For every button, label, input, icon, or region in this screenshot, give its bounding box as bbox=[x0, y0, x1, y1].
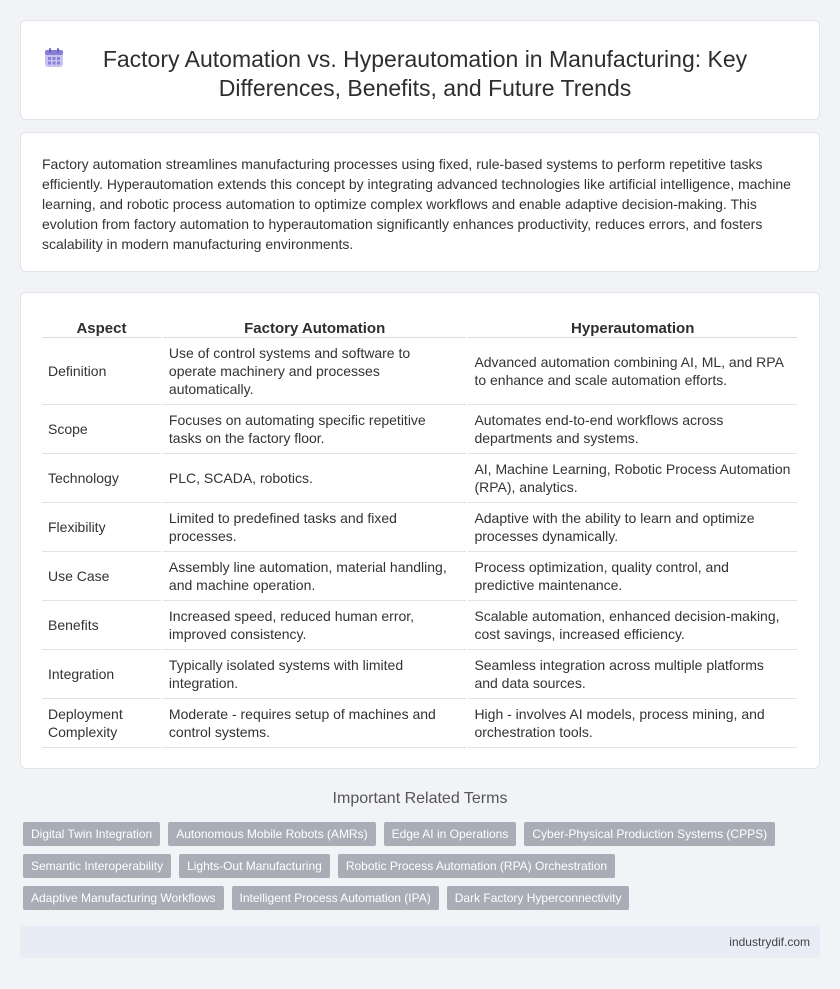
table-row bbox=[42, 502, 798, 551]
footer-site-link[interactable]: industrydif.com bbox=[729, 935, 810, 949]
tag-row bbox=[23, 822, 813, 846]
factory-automation-cell: Use of control systems and software to operate machinery and processes automatically. bbox=[162, 337, 468, 404]
tag-autonomous-mobile-robots[interactable]: Autonomous Mobile Robots (AMRs) bbox=[168, 822, 375, 846]
factory-automation-cell: Moderate - requires setup of machines and control systems. bbox=[162, 698, 468, 747]
tag-cyber-physical-production-systems[interactable]: Cyber-Physical Production Systems (CPPS) bbox=[524, 822, 775, 846]
tag-intelligent-process-automation[interactable]: Intelligent Process Automation (IPA) bbox=[232, 886, 439, 910]
aspect-cell: Integration bbox=[42, 649, 162, 698]
header-factory-automation: Factory Automation bbox=[162, 315, 468, 337]
aspect-cell: Technology bbox=[42, 453, 162, 502]
factory-automation-cell: PLC, SCADA, robotics. bbox=[162, 453, 468, 502]
related-terms-tags bbox=[23, 822, 813, 918]
intro-paragraph: Factory automation streamlines manufacturing processes using fixed, rule-based systems to perform repetitive tasks efficiently. Hyperautomation extends this concept by integrating advanced technologies like artificial intelligence, machine learning, and robotic process automation to optimize complex workflows and enable adaptive decision-making. This evolution from factory automation to hyperautomation significantly enhances productivity, reduces errors, and fosters scalability in modern manufacturing environments. bbox=[42, 156, 791, 252]
table-row bbox=[42, 698, 798, 747]
related-terms-title: Important Related Terms bbox=[332, 790, 508, 807]
aspect-cell: Deployment Complexity bbox=[42, 698, 162, 747]
hyperautomation-cell: Process optimization, quality control, and predictive maintenance. bbox=[467, 551, 798, 600]
factory-automation-cell: Assembly line automation, material handling, and machine operation. bbox=[162, 551, 468, 600]
tag-row bbox=[23, 886, 813, 910]
hyperautomation-cell: High - involves AI models, process mining, and orchestration tools. bbox=[467, 698, 798, 747]
hyperautomation-cell: Adaptive with the ability to learn and optimize processes dynamically. bbox=[467, 502, 798, 551]
factory-automation-cell: Typically isolated systems with limited integration. bbox=[162, 649, 468, 698]
comparison-card bbox=[20, 292, 820, 769]
title-card bbox=[20, 20, 820, 120]
tag-row bbox=[23, 854, 813, 878]
factory-automation-cell: Focuses on automating specific repetitive tasks on the factory floor. bbox=[162, 404, 468, 453]
footer bbox=[20, 926, 820, 958]
tag-dark-factory-hyperconnectivity[interactable]: Dark Factory Hyperconnectivity bbox=[447, 886, 630, 910]
hyperautomation-cell: Seamless integration across multiple platforms and data sources. bbox=[467, 649, 798, 698]
page-title: Factory Automation vs. Hyperautomation in Manufacturing: Key Differences, Benefits, and Future Trends bbox=[102, 46, 748, 101]
tag-semantic-interoperability[interactable]: Semantic Interoperability bbox=[23, 854, 171, 878]
tag-digital-twin-integration[interactable]: Digital Twin Integration bbox=[23, 822, 160, 846]
hyperautomation-cell: Advanced automation combining AI, ML, and RPA to enhance and scale automation efforts. bbox=[467, 337, 798, 404]
aspect-cell: Flexibility bbox=[42, 502, 162, 551]
factory-automation-cell: Limited to predefined tasks and fixed processes. bbox=[162, 502, 468, 551]
header-hyperautomation: Hyperautomation bbox=[467, 315, 798, 337]
aspect-cell: Definition bbox=[42, 337, 162, 404]
hyperautomation-cell: Automates end-to-end workflows across departments and systems. bbox=[467, 404, 798, 453]
header-aspect: Aspect bbox=[42, 315, 162, 337]
aspect-cell: Use Case bbox=[42, 551, 162, 600]
hyperautomation-cell: AI, Machine Learning, Robotic Process Automation (RPA), analytics. bbox=[467, 453, 798, 502]
intro-card bbox=[20, 132, 820, 272]
aspect-cell: Scope bbox=[42, 404, 162, 453]
tag-edge-ai-in-operations[interactable]: Edge AI in Operations bbox=[384, 822, 517, 846]
tag-lights-out-manufacturing[interactable]: Lights-Out Manufacturing bbox=[179, 854, 330, 878]
tag-adaptive-manufacturing-workflows[interactable]: Adaptive Manufacturing Workflows bbox=[23, 886, 224, 910]
comparison-table bbox=[42, 315, 799, 748]
table-row bbox=[42, 600, 798, 649]
hyperautomation-cell: Scalable automation, enhanced decision-making, cost savings, increased efficiency. bbox=[467, 600, 798, 649]
table-row bbox=[42, 649, 798, 698]
table-row bbox=[42, 551, 798, 600]
table-row bbox=[42, 404, 798, 453]
table-row bbox=[42, 453, 798, 502]
table-header-row bbox=[42, 315, 798, 337]
aspect-cell: Benefits bbox=[42, 600, 162, 649]
tag-rpa-orchestration[interactable]: Robotic Process Automation (RPA) Orchestration bbox=[338, 854, 615, 878]
factory-automation-cell: Increased speed, reduced human error, improved consistency. bbox=[162, 600, 468, 649]
table-row bbox=[42, 337, 798, 404]
